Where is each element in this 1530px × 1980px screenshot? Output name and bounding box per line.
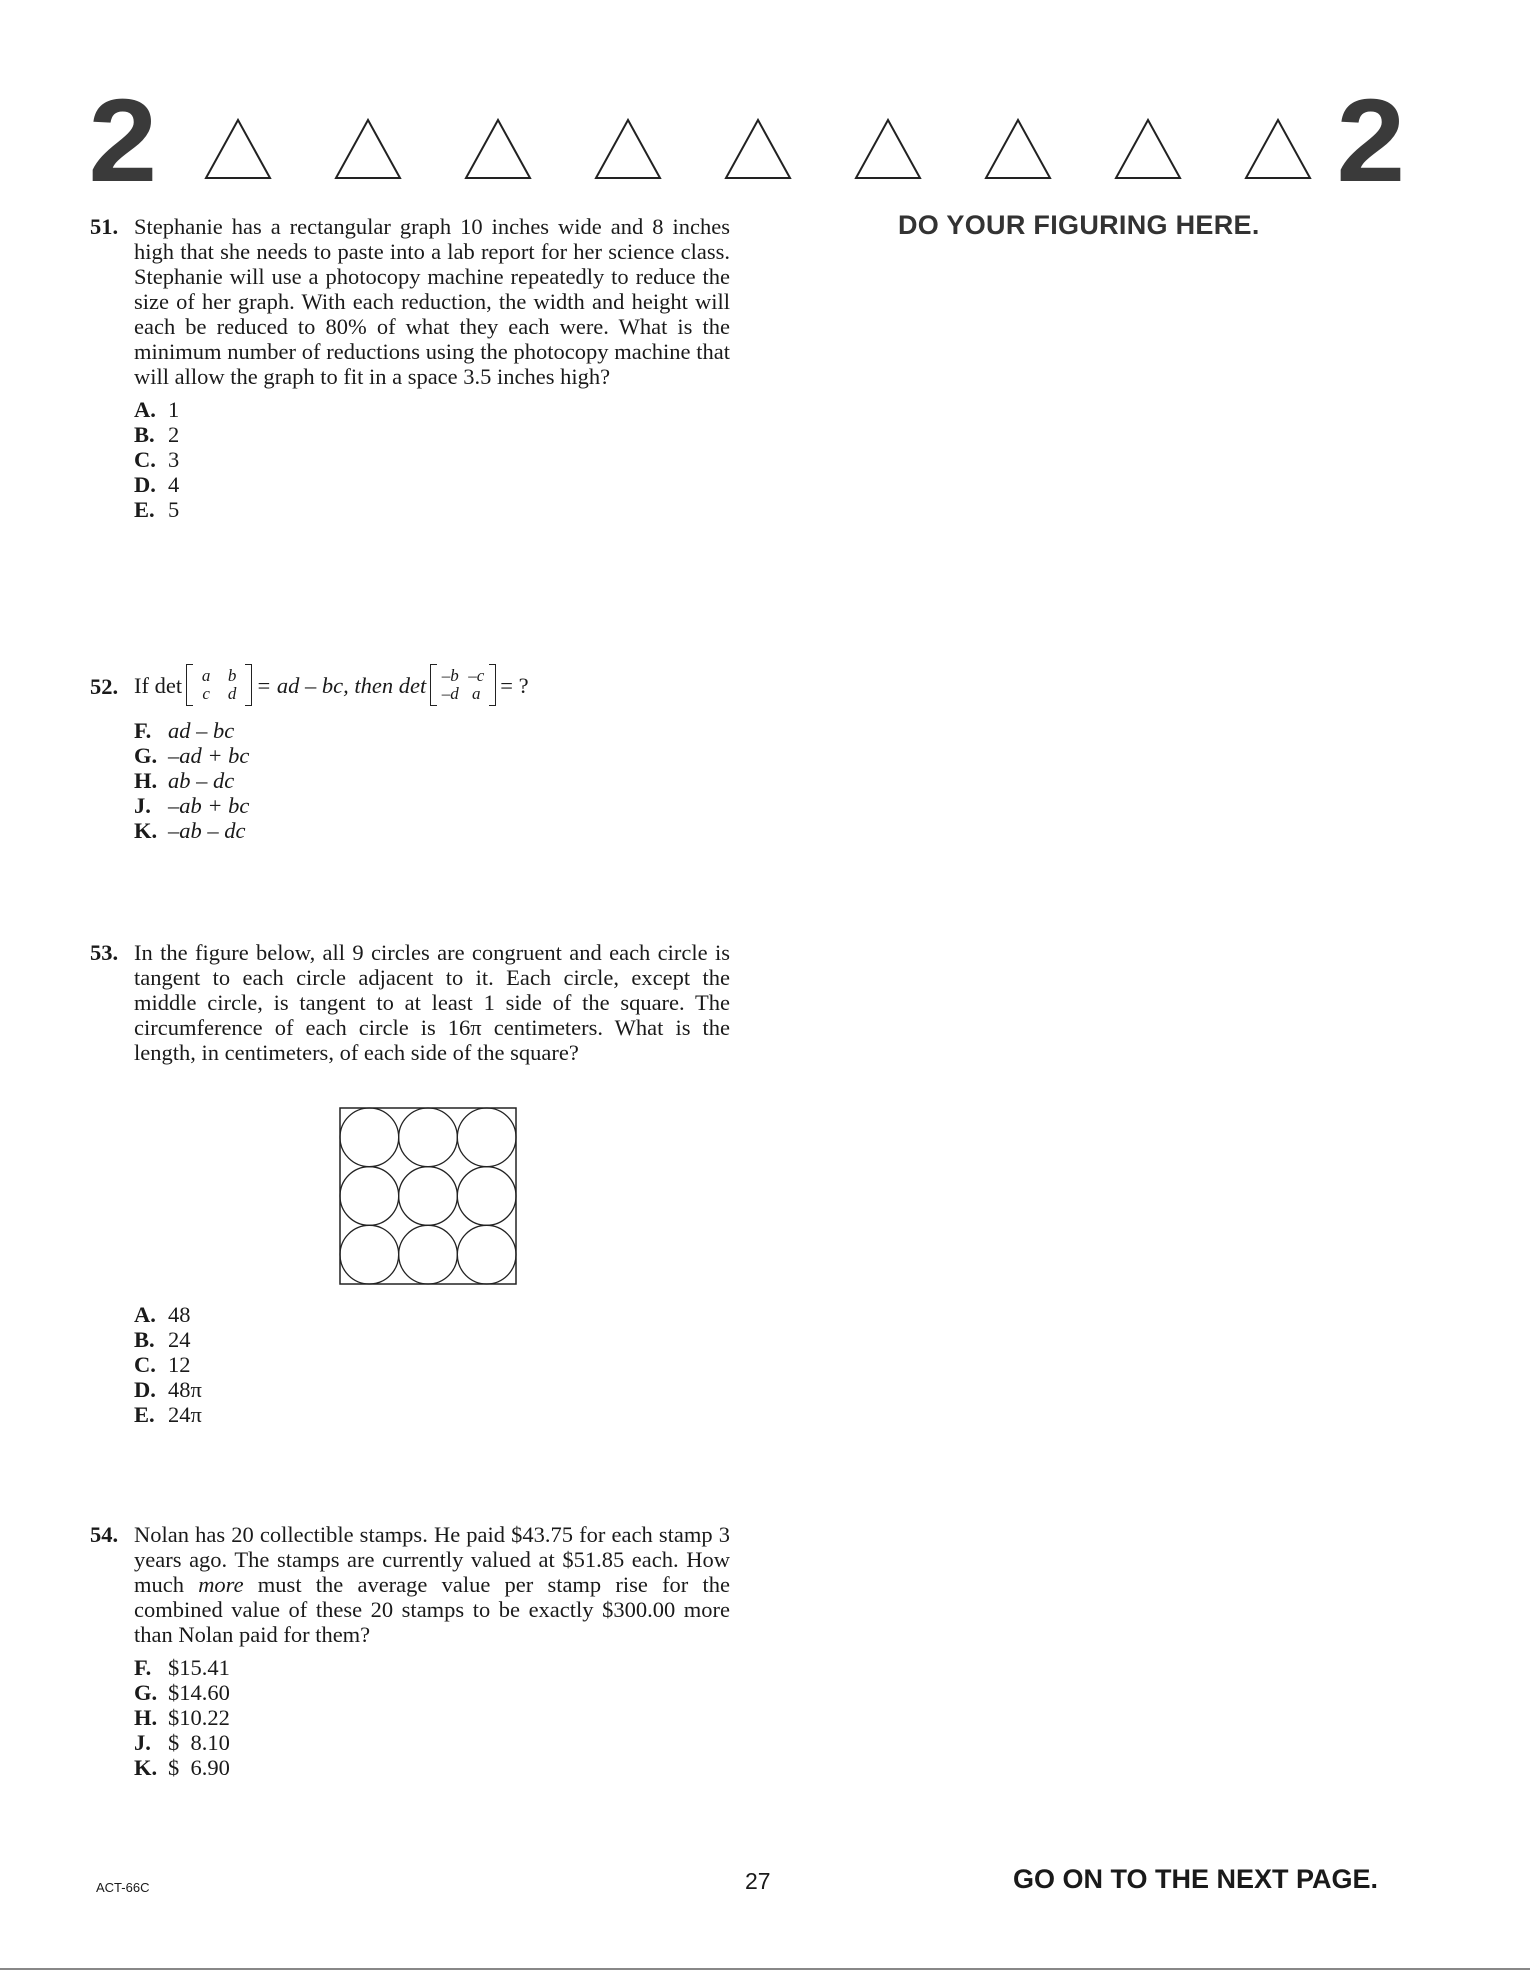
choice-text: 12 <box>168 1352 191 1377</box>
choice-letter: G. <box>134 1680 158 1705</box>
question-prefix: If det <box>134 672 183 698</box>
choice-text: 3 <box>168 447 180 472</box>
question-53 <box>90 940 730 1065</box>
choice-letter: H. <box>134 1705 158 1730</box>
choice-letter: J. <box>134 1730 151 1755</box>
triangle-icon <box>856 120 920 178</box>
answer-choice[interactable] <box>134 1402 730 1427</box>
choice-letter: B. <box>134 1327 155 1352</box>
next-page-instruction: GO ON TO THE NEXT PAGE. <box>1013 1864 1379 1894</box>
answer-choice[interactable] <box>134 1327 730 1352</box>
choice-letter: C. <box>134 447 156 472</box>
triangle-icon <box>596 120 660 178</box>
triangle-icon <box>986 120 1050 178</box>
question-number: 51. <box>90 214 119 239</box>
question-text <box>134 1522 730 1647</box>
answer-choice[interactable] <box>134 1377 730 1402</box>
triangle-icon <box>336 120 400 178</box>
choice-letter: K. <box>134 818 158 843</box>
choice-letter: B. <box>134 422 155 447</box>
triangle-icon <box>466 120 530 178</box>
question-text: In the figure below, all 9 circles are congruent and each circle is tangent to each circle adjacent to it. Each circle, except the middle circle, is tangent to at least 1 side of the square. The circumference of each circle is 16π centimeters. What is the length, in centimeters, of each side of the square? <box>134 940 730 1065</box>
choice-letter: G. <box>134 743 158 768</box>
answer-choices <box>134 1302 730 1427</box>
choice-letter: D. <box>134 472 156 497</box>
choice-text: –ab – dc <box>168 818 246 843</box>
choice-letter: H. <box>134 768 158 793</box>
answer-choice[interactable] <box>134 397 730 422</box>
choice-text: ad – bc <box>168 718 235 743</box>
question-number: 53. <box>90 940 119 965</box>
matrix-cell: d <box>227 684 237 703</box>
answer-choice[interactable] <box>134 1680 730 1705</box>
section-number-right: 2 <box>1336 75 1406 207</box>
answer-choice[interactable] <box>134 818 730 843</box>
square-circles-figure <box>338 1106 518 1286</box>
choice-text: 24π <box>168 1402 202 1427</box>
answer-choice[interactable] <box>134 1352 730 1377</box>
choice-text: $14.60 <box>168 1680 230 1705</box>
choice-text: $15.41 <box>168 1655 230 1680</box>
choice-text: 48π <box>168 1377 202 1402</box>
choice-text: 48 <box>168 1302 191 1327</box>
answer-choice[interactable] <box>134 447 730 472</box>
choice-text: –ad + bc <box>168 743 250 768</box>
answer-choice[interactable] <box>134 1755 730 1780</box>
question-text-end: must the average value per stamp rise for the combined value of these 20 stamps to be exactly $300.00 more than Nolan paid for them? <box>134 1572 730 1647</box>
choice-text: ab – dc <box>168 768 235 793</box>
answer-choice[interactable] <box>134 793 730 818</box>
matrix-cell: –c <box>468 666 485 685</box>
matrix-cell: c <box>202 684 210 703</box>
triangle-icon <box>1116 120 1180 178</box>
section-number-left: 2 <box>88 75 158 207</box>
choice-text: 2 <box>168 422 180 447</box>
circle <box>457 1108 516 1167</box>
matrix-cell: a <box>201 666 211 685</box>
triangle-divider <box>200 112 1320 186</box>
matrix-abcd <box>186 664 252 706</box>
choice-text: 4 <box>168 472 180 497</box>
answer-choice[interactable] <box>134 768 730 793</box>
choice-letter: J. <box>134 793 151 818</box>
question-middle: = ad – bc, then det <box>256 672 427 698</box>
answer-choices <box>134 397 730 522</box>
answer-choice[interactable] <box>134 718 730 743</box>
choice-text: –ab + bc <box>168 793 250 818</box>
answer-choice[interactable] <box>134 422 730 447</box>
choice-letter: A. <box>134 397 156 422</box>
choice-letter: K. <box>134 1755 158 1780</box>
question-53-choices <box>90 1302 730 1427</box>
matrix-cell: –b <box>441 666 459 685</box>
triangle-icon <box>1246 120 1310 178</box>
answer-choice[interactable] <box>134 1655 730 1680</box>
choice-text: 24 <box>168 1327 191 1352</box>
circle <box>399 1108 458 1167</box>
question-51 <box>90 214 730 522</box>
bottom-rule <box>0 1968 1530 1970</box>
circle <box>340 1225 399 1284</box>
choice-letter: E. <box>134 497 155 522</box>
matrix-query <box>430 664 496 706</box>
form-code: ACT-66C <box>96 1880 150 1895</box>
determinant-statement <box>134 662 730 708</box>
question-number: 52. <box>90 674 119 699</box>
right-bracket <box>489 664 496 706</box>
choice-letter: E. <box>134 1402 155 1427</box>
left-bracket <box>430 664 437 706</box>
right-bracket <box>245 664 252 706</box>
circle <box>457 1225 516 1284</box>
choice-text: $ 6.90 <box>168 1755 230 1780</box>
square-outline <box>340 1108 516 1284</box>
choice-letter: A. <box>134 1302 156 1327</box>
matrix-cell: a <box>472 684 481 703</box>
matrix-cell: –d <box>441 684 459 703</box>
circle <box>340 1167 399 1226</box>
question-text: Stephanie has a rectangular graph 10 inches wide and 8 inches high that she needs to paste into a lab report for her science class. Stephanie will use a photocopy machine repeatedly to reduce the size of her graph. With each reduction, the width and height will each be reduced to 80% of what they each were. What is the minimum number of reductions using the photocopy machine that will allow the graph to fit in a space 3.5 inches high? <box>134 214 730 389</box>
answer-choice[interactable] <box>134 743 730 768</box>
question-number: 54. <box>90 1522 119 1547</box>
circle <box>340 1108 399 1167</box>
choice-letter: C. <box>134 1352 156 1377</box>
circle <box>399 1167 458 1226</box>
circle <box>399 1225 458 1284</box>
choice-letter: D. <box>134 1377 156 1402</box>
question-text-emphasis: more <box>198 1572 244 1597</box>
question-54 <box>90 1522 730 1780</box>
circle <box>457 1167 516 1226</box>
answer-choice[interactable] <box>134 497 730 522</box>
answer-choice[interactable] <box>134 1730 730 1755</box>
matrix-cell: b <box>227 666 237 685</box>
question-52 <box>90 662 730 843</box>
question-suffix: = ? <box>500 672 529 698</box>
answer-choice[interactable] <box>134 472 730 497</box>
choice-text: $ 8.10 <box>168 1730 230 1755</box>
choice-text: 5 <box>168 497 180 522</box>
answer-choices <box>134 1655 730 1780</box>
choice-letter: F. <box>134 1655 152 1680</box>
triangle-icon <box>726 120 790 178</box>
page-number: 27 <box>745 1868 771 1894</box>
choice-text: 1 <box>168 397 180 422</box>
question-text-start: Nolan has 20 collectible stamps. He paid $43.75 for each stamp 3 years ago. The stamps are currently valued at $51.85 each. How much <box>134 1522 730 1597</box>
answer-choice[interactable] <box>134 1705 730 1730</box>
triangle-icon <box>206 120 270 178</box>
answer-choices <box>134 718 730 843</box>
left-bracket <box>186 664 193 706</box>
answer-choice[interactable] <box>134 1302 730 1327</box>
choice-letter: F. <box>134 718 152 743</box>
figuring-area-label: DO YOUR FIGURING HERE. <box>898 210 1260 240</box>
choice-text: $10.22 <box>168 1705 230 1730</box>
